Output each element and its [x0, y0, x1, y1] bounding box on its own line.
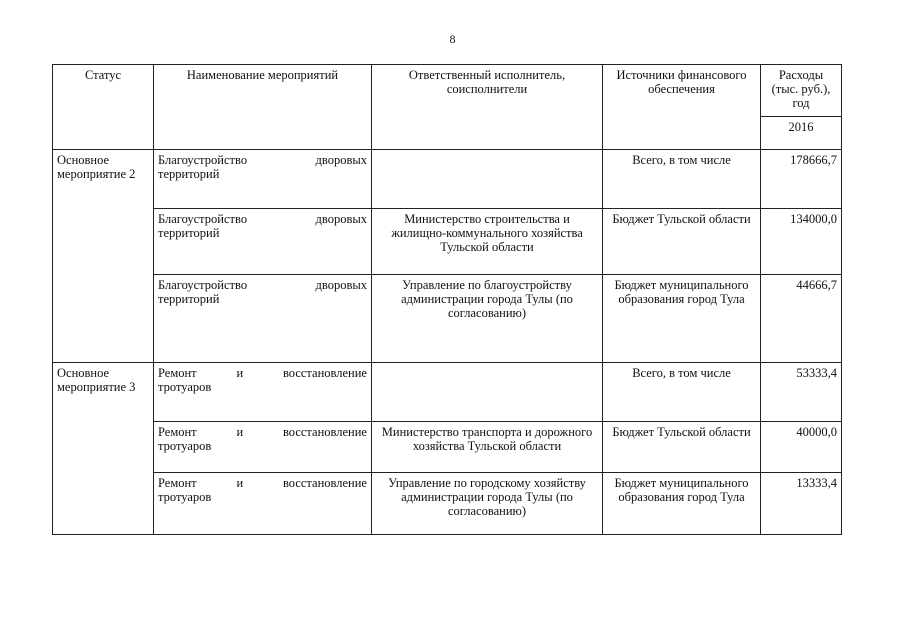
activity-name-cell: [154, 274, 372, 363]
table-body: [53, 150, 842, 535]
header-name: Наименование мероприятий: [154, 65, 372, 150]
header-expenses: Расходы (тыс. руб.), год: [761, 65, 842, 117]
activity-name-word: Ремонт: [158, 424, 197, 439]
header-status: Статус: [53, 65, 154, 150]
header-year: 2016: [761, 117, 842, 150]
activity-name-rest: территорий: [158, 225, 220, 240]
table-row: [53, 473, 842, 535]
activity-name-cell: [154, 421, 372, 472]
activity-name-word: и: [236, 366, 244, 381]
amount-cell: 134000,0: [761, 208, 842, 274]
activity-name-word: восстановление: [282, 366, 367, 381]
activity-name-cell: [154, 150, 372, 209]
activity-name-word: дворовых: [315, 277, 367, 292]
activity-name-word: и: [236, 424, 244, 439]
activity-name-cell: [154, 473, 372, 535]
activity-name-rest: территорий: [158, 291, 220, 306]
amount-cell: 178666,7: [761, 150, 842, 209]
source-cell: Бюджет Тульской области: [603, 421, 761, 472]
activity-name-word: восстановление: [282, 424, 367, 439]
activity-name-rest: территорий: [158, 167, 220, 181]
header-executor: Ответственный исполнитель, соисполнители: [372, 65, 603, 150]
status-cell: Основное мероприятие 3: [53, 363, 154, 535]
executor-cell: Министерство транспорта и дорожного хозяйства Тульской области: [372, 421, 603, 472]
amount-cell: 40000,0: [761, 421, 842, 472]
executor-cell: [372, 363, 603, 422]
activity-name-cell: [154, 363, 372, 422]
activity-name-word: восстановление: [282, 476, 367, 491]
source-cell: Бюджет муниципального образования город Тула: [603, 473, 761, 535]
activity-name-word: Благоустройство: [158, 153, 248, 167]
table-row: [53, 150, 842, 209]
executor-cell: Управление по благоустройству администрации города Тулы (по согласованию): [372, 274, 603, 363]
amount-cell: 44666,7: [761, 274, 842, 363]
executor-cell: [372, 150, 603, 209]
executor-cell: Министерство строительства и жилищно-коммунального хозяйства Тульской области: [372, 208, 603, 274]
source-cell: Бюджет муниципального образования город Тула: [603, 274, 761, 363]
table-row: [53, 208, 842, 274]
activity-name-word: и: [236, 476, 244, 491]
source-cell: Всего, в том числе: [603, 150, 761, 209]
program-table: [52, 64, 842, 535]
activity-name-rest: тротуаров: [158, 380, 212, 395]
table-row: [53, 363, 842, 422]
source-cell: Бюджет Тульской области: [603, 208, 761, 274]
table-row: [53, 421, 842, 472]
executor-cell: Управление по городскому хозяйству администрации города Тулы (по согласованию): [372, 473, 603, 535]
activity-name-word: Ремонт: [158, 366, 197, 381]
activity-name-word: Ремонт: [158, 476, 197, 491]
activity-name-rest: тротуаров: [158, 438, 212, 453]
activity-name-word: дворовых: [315, 153, 367, 167]
activity-name-word: дворовых: [315, 211, 367, 226]
source-cell: Всего, в том числе: [603, 363, 761, 422]
amount-cell: 13333,4: [761, 473, 842, 535]
status-cell: Основное мероприятие 2: [53, 150, 154, 363]
activity-name-word: Благоустройство: [158, 211, 248, 226]
header-sources: Источники финансового обеспечения: [603, 65, 761, 150]
activity-name-word: Благоустройство: [158, 277, 248, 292]
table-row: [53, 274, 842, 363]
activity-name-rest: тротуаров: [158, 490, 212, 505]
activity-name-cell: [154, 208, 372, 274]
page-number: 8: [449, 32, 456, 46]
amount-cell: 53333,4: [761, 363, 842, 422]
